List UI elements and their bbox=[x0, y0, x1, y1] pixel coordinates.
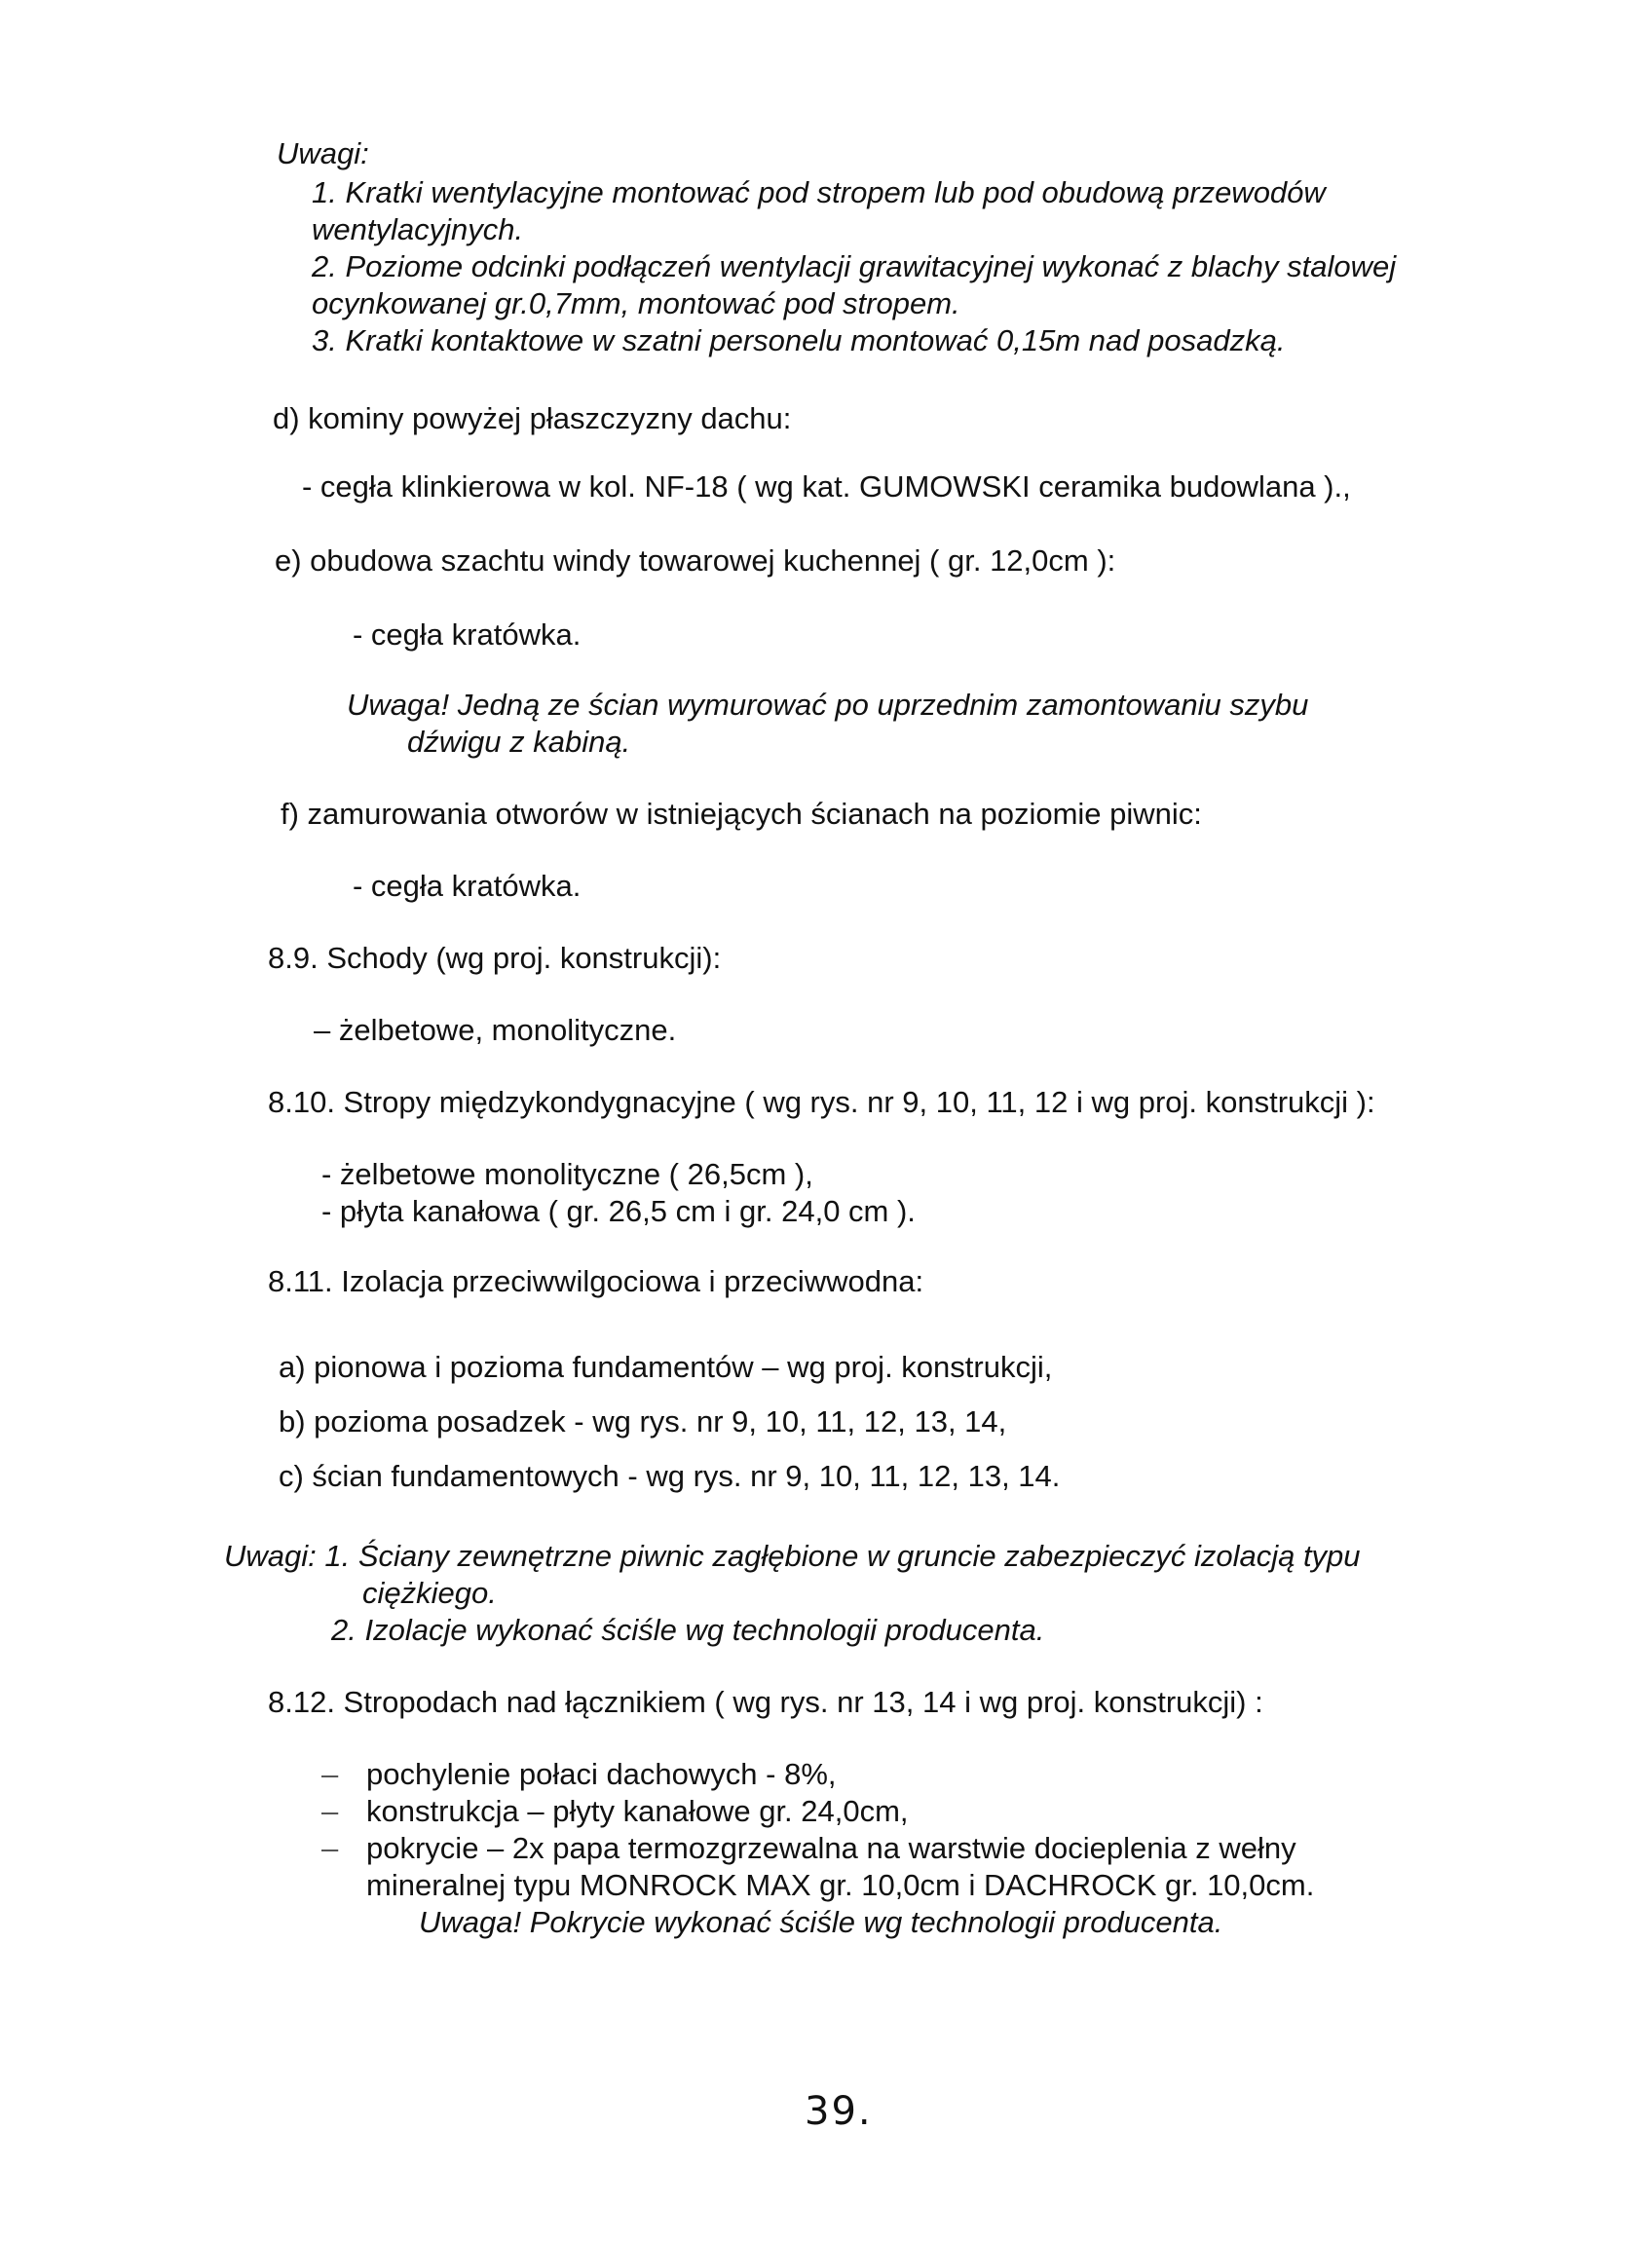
note-line: 2. Poziome odcinki podłączeń wentylacji grawitacyjnej wykonać z blachy stalowej bbox=[312, 249, 1397, 283]
section-8-11-heading: 8.11. Izolacja przeciwwilgociowa i przeciwwodna: bbox=[268, 1264, 924, 1298]
section-e-note: Uwaga! Jedną ze ścian wymurować po uprzednim zamontowaniu szybu bbox=[347, 688, 1309, 722]
section-8-12-item: pokrycie – 2x papa termozgrzewalna na warstwie docieplenia z wełny bbox=[366, 1831, 1296, 1865]
section-8-11-note: ciężkiego. bbox=[362, 1576, 497, 1610]
section-e-item: - cegła kratówka. bbox=[353, 617, 582, 652]
section-e-heading: e) obudowa szachtu windy towarowej kuchennej ( gr. 12,0cm ): bbox=[275, 543, 1116, 578]
section-8-10-item: - płyta kanałowa ( gr. 26,5 cm i gr. 24,0 cm ). bbox=[321, 1194, 916, 1228]
section-8-11-item: b) pozioma posadzek - wg rys. nr 9, 10, 11, 12, 13, 14, bbox=[279, 1404, 1007, 1439]
section-8-10-item: - żelbetowe monolityczne ( 26,5cm ), bbox=[321, 1157, 813, 1191]
section-8-9-heading: 8.9. Schody (wg proj. konstrukcji): bbox=[268, 941, 722, 975]
section-d-heading: d) kominy powyżej płaszczyzny dachu: bbox=[273, 401, 792, 435]
section-f-item: - cegła kratówka. bbox=[353, 869, 582, 903]
list-dash: – bbox=[321, 1831, 339, 1865]
list-dash: – bbox=[321, 1757, 339, 1791]
section-8-11-note: Uwagi: 1. Ściany zewnętrzne piwnic zagłębione w gruncie zabezpieczyć izolacją typu bbox=[224, 1539, 1361, 1573]
section-8-11-note: 2. Izolacje wykonać ściśle wg technologii producenta. bbox=[331, 1613, 1045, 1647]
page-number: 39. bbox=[805, 2089, 873, 2134]
section-8-12-heading: 8.12. Stropodach nad łącznikiem ( wg rys. nr 13, 14 i wg proj. konstrukcji) : bbox=[268, 1685, 1263, 1719]
section-d-item: - cegła klinkierowa w kol. NF-18 ( wg kat. GUMOWSKI ceramika budowlana )., bbox=[302, 469, 1351, 504]
section-8-12-item: mineralnej typu MONROCK MAX gr. 10,0cm i DACHROCK gr. 10,0cm. bbox=[366, 1868, 1315, 1902]
section-8-12-item: pochylenie połaci dachowych - 8%, bbox=[366, 1757, 837, 1791]
note-line: wentylacyjnych. bbox=[312, 212, 524, 246]
section-8-9-item: – żelbetowe, monolityczne. bbox=[314, 1013, 677, 1047]
list-dash: – bbox=[321, 1794, 339, 1828]
section-8-10-heading: 8.10. Stropy międzykondygnacyjne ( wg rys. nr 9, 10, 11, 12 i wg proj. konstrukcji ): bbox=[268, 1085, 1375, 1119]
note-line: ocynkowanej gr.0,7mm, montować pod stropem. bbox=[312, 286, 960, 320]
note-line: 1. Kratki wentylacyjne montować pod stropem lub pod obudową przewodów bbox=[312, 175, 1326, 209]
section-8-11-item: a) pionowa i pozioma fundamentów – wg proj. konstrukcji, bbox=[279, 1350, 1053, 1384]
section-8-12-note: Uwaga! Pokrycie wykonać ściśle wg technologii producenta. bbox=[419, 1905, 1223, 1939]
section-8-11-item: c) ścian fundamentowych - wg rys. nr 9, 10, 11, 12, 13, 14. bbox=[279, 1459, 1061, 1493]
section-e-note: dźwigu z kabiną. bbox=[407, 725, 631, 759]
section-8-12-item: konstrukcja – płyty kanałowe gr. 24,0cm, bbox=[366, 1794, 909, 1828]
section-f-heading: f) zamurowania otworów w istniejących ścianach na poziomie piwnic: bbox=[281, 797, 1202, 831]
notes-heading: Uwagi: bbox=[277, 136, 369, 170]
note-line: 3. Kratki kontaktowe w szatni personelu montować 0,15m nad posadzką. bbox=[312, 323, 1286, 357]
